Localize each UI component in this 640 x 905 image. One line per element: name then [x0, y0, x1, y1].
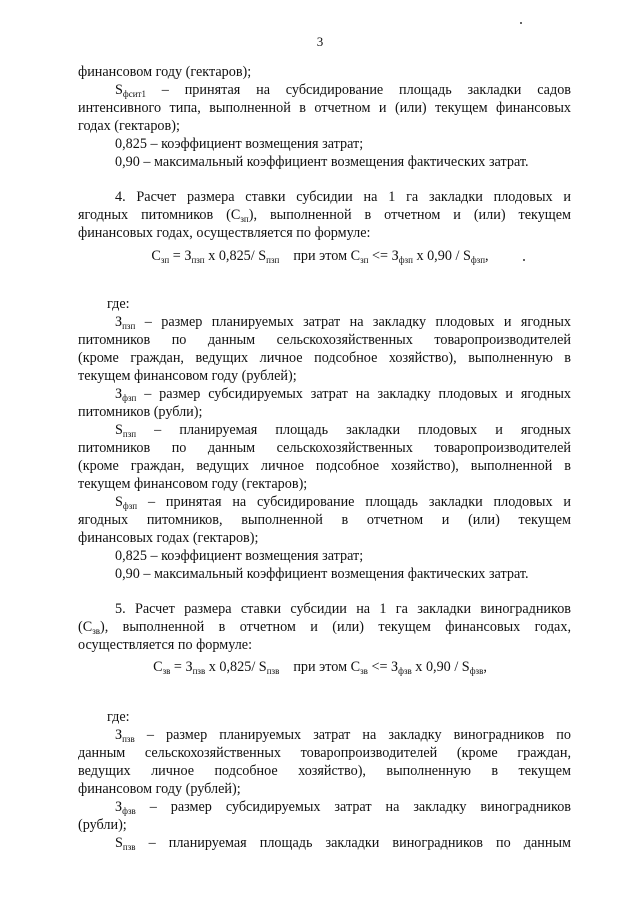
subscript: фзв — [398, 666, 412, 676]
text-line: $З_{фзв}$ – размер субсидируемых затрат на закладку виноградников — [115, 799, 571, 816]
text-line: $S_{пзв}$ – планируемая площадь закладки виноградников по данным — [115, 835, 571, 852]
subscript: зв — [360, 666, 368, 676]
text-line: где: — [107, 709, 130, 725]
text-line: 0,825 – коэффициент возмещения затрат; — [115, 548, 364, 564]
text-line: 4. Расчет размера ставки субсидии на 1 га закладки плодовых и — [115, 189, 571, 205]
text-line: $S_{пзп}$ – планируемая площадь закладки плодовых и ягодных — [115, 422, 571, 439]
subscript: пзп — [122, 429, 137, 439]
text-line: питомников (рубли); — [78, 404, 203, 420]
text-line: текущем финансовом году (гектаров); — [78, 476, 308, 492]
subscript: фсит1 — [122, 89, 146, 99]
text-line: $(С_{зв})$, выполненной в отчетном и (или) текущем финансовых годах, — [78, 619, 571, 636]
text-line: ягодных питомников $(С_{зп})$, выполненной в отчетном и (или) текущем — [78, 207, 571, 224]
subscript: фзп — [122, 501, 138, 511]
subscript: пзв — [192, 666, 206, 676]
text-line: 5. Расчет размера ставки субсидии на 1 га закладки виноградников — [115, 601, 571, 617]
text-line: (кроме граждан, ведущих личное подсобное хозяйство), выполненную в — [78, 350, 571, 366]
text-line: $S_{фзп}$ – принятая на субсидирование площадь закладки плодовых и — [115, 494, 571, 511]
scan-speck — [520, 22, 522, 24]
subscript: пзп — [122, 321, 136, 331]
subscript: фзп — [398, 255, 413, 265]
text-line: питомников по данным сельскохозяйственных товаропроизводителей — [78, 440, 571, 456]
subscript: фзп — [122, 393, 137, 403]
text-line: (рубли); — [78, 817, 127, 833]
text-line: осуществляется по формуле: — [78, 637, 253, 653]
subscript: зв — [162, 666, 171, 676]
text-line: финансовых годах, осуществляется по формуле: — [78, 225, 371, 241]
formula: $С_{зп} = З_{пзп}$ х 0,825/ $S_{пзп}$ при этом $С_{зп} <= З_{фзп}$ х $0,90 / S_{фзп}$, — [151, 248, 489, 265]
subscript: зп — [240, 214, 249, 224]
text-line: 0,90 – максимальный коэффициент возмещения фактических затрат. — [115, 566, 529, 582]
text-line: $S_{фсит1}$ – принятая на субсидирование площадь закладки садов — [115, 82, 571, 99]
subscript: фзв — [469, 666, 484, 676]
text-line: $З_{пзп}$ – размер планируемых затрат на закладку плодовых и ягодных — [115, 314, 571, 331]
page-number: 3 — [316, 34, 324, 49]
text-line: (кроме граждан, ведущих личное подсобное хозяйство), выполненной в — [78, 458, 571, 474]
text-line: 0,90 – максимальный коэффициент возмещения фактических затрат. — [115, 154, 529, 170]
subscript: пзв — [266, 666, 280, 676]
subscript: зп — [160, 255, 170, 265]
subscript: зв — [92, 626, 100, 636]
text-line: питомников по данным сельскохозяйственных товаропроизводителей — [78, 332, 571, 348]
formula: $С_{зв} = З_{пзв}$ х 0,825/ $S_{пзв}$ при этом $С_{зв} <= З_{фзв}$ х $0,90 / S_{фзв}$, — [153, 659, 487, 676]
text-line: финансовых годах (гектаров); — [78, 530, 259, 546]
text-line: 0,825 – коэффициент возмещения затрат; — [115, 136, 364, 152]
subscript: фзп — [470, 255, 486, 265]
subscript: фзв — [122, 806, 136, 816]
subscript: пзв — [122, 842, 136, 852]
subscript: пзп — [266, 255, 280, 265]
subscript: пзп — [191, 255, 205, 265]
text-line: годах (гектаров); — [78, 118, 180, 134]
text-line: $З_{фзп}$ – размер субсидируемых затрат на закладку плодовых и ягодных — [115, 386, 571, 403]
text-line: ягодных питомников, выполненной в отчетном и (или) текущем — [78, 512, 571, 528]
text-line: ведущих личное подсобное хозяйство), выполненную в текущем — [78, 763, 571, 779]
text-line: текущем финансовом году (рублей); — [78, 368, 297, 384]
text-line: финансовом году (гектаров); — [78, 64, 252, 80]
subscript: зп — [360, 255, 369, 265]
subscript: пзв — [122, 734, 135, 744]
text-line: данным сельскохозяйственных товаропроизводителей (кроме граждан, — [78, 745, 571, 761]
text-line: финансовом году (рублей); — [78, 781, 241, 797]
text-line: $З_{пзв}$ – размер планируемых затрат на закладку виноградников по — [115, 727, 571, 744]
text-line: интенсивного типа, выполненной в отчетном и (или) текущем финансовых — [78, 100, 571, 116]
text-line: где: — [107, 296, 130, 312]
